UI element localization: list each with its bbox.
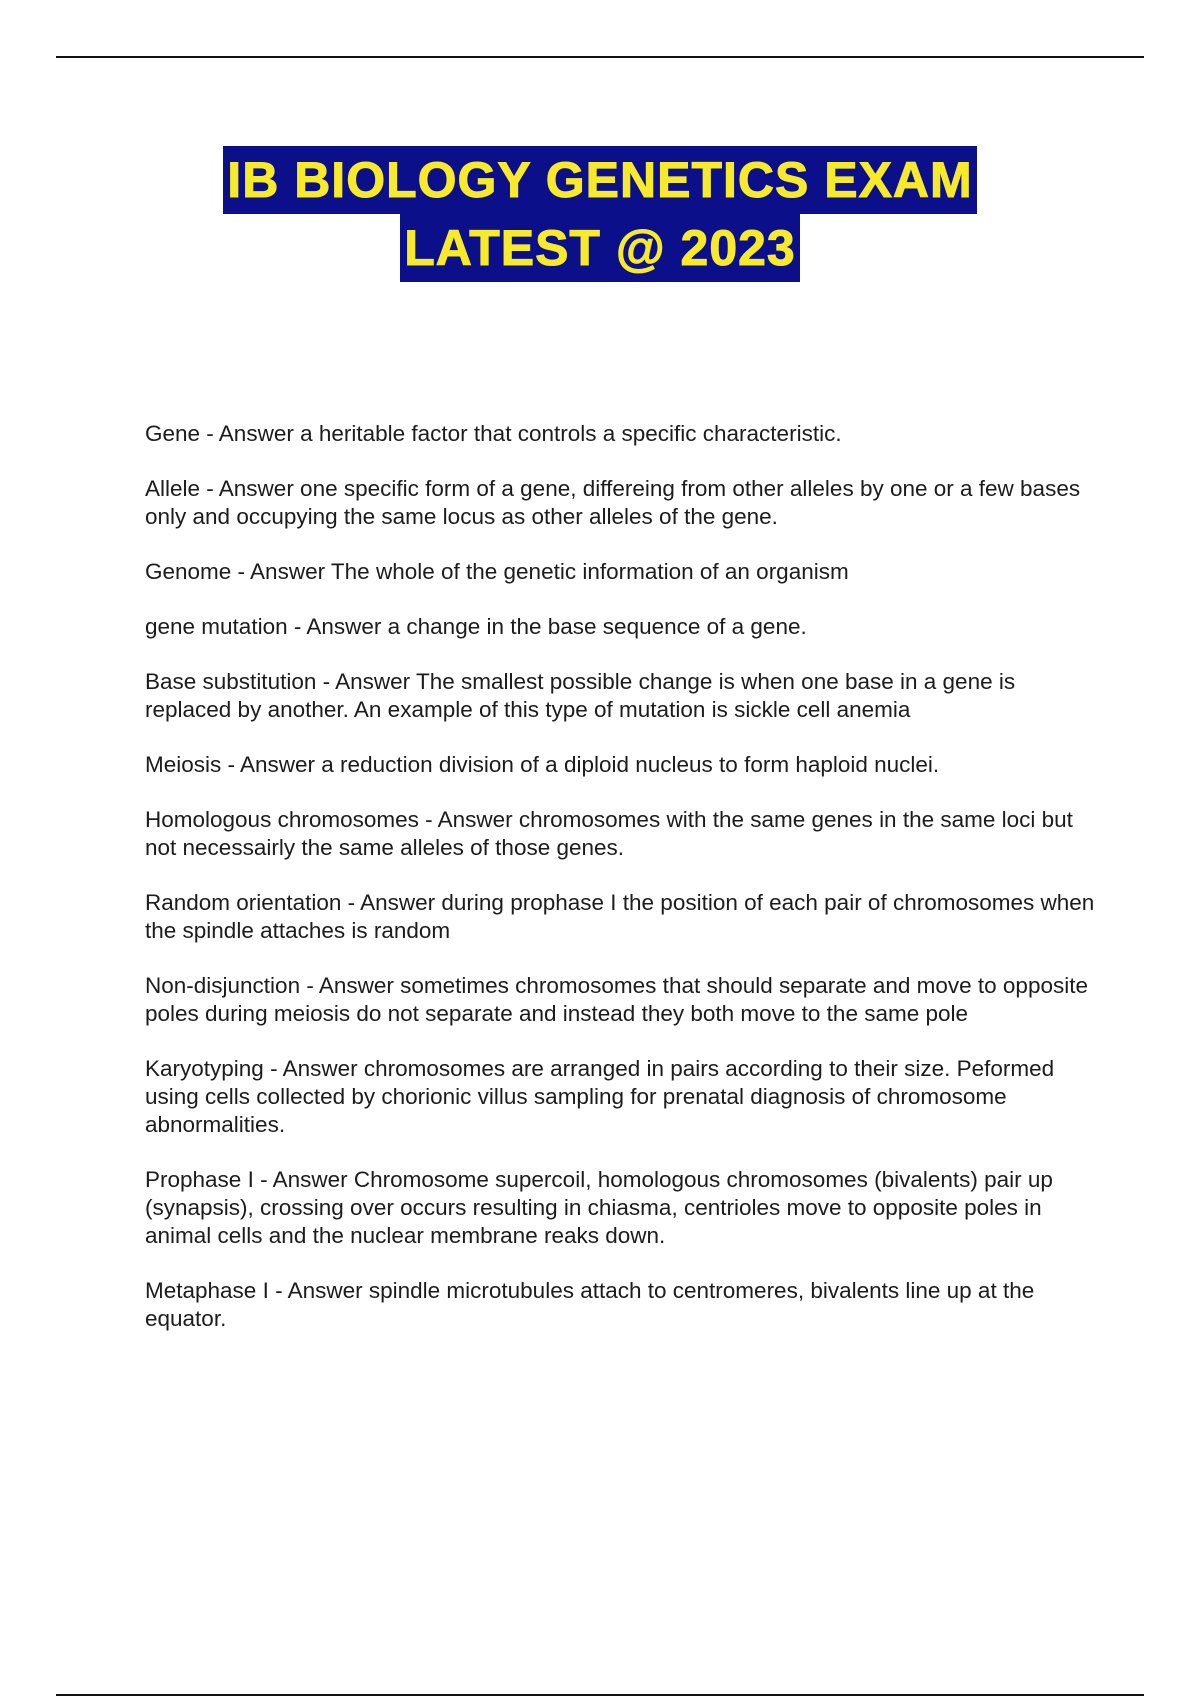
qa-list	[145, 420, 1095, 1360]
entry-allele: Allele - Answer one specific form of a gene, differeing from other alleles by one or a few bases only and occupying the same locus as other alleles of the gene.	[145, 476, 1081, 529]
entry-metaphase-i: Metaphase I - Answer spindle microtubules attach to centromeres, bivalents line up at the equator.	[145, 1278, 1035, 1331]
bottom-rule	[56, 1694, 1144, 1696]
entry-gene: Gene - Answer a heritable factor that controls a specific characteristic.	[145, 421, 842, 446]
entry-meiosis: Meiosis - Answer a reduction division of a diploid nucleus to form haploid nuclei.	[145, 752, 940, 777]
entry-gene-mutation: gene mutation - Answer a change in the base sequence of a gene.	[145, 614, 807, 639]
entry-non-disjunction: Non-disjunction - Answer sometimes chromosomes that should separate and move to opposite poles during meiosis do not separate and instead they both move to the same pole	[145, 973, 1088, 1026]
entry-homologous-chromosomes: Homologous chromosomes - Answer chromosomes with the same genes in the same loci but not necessairly the same alleles of those genes.	[145, 807, 1073, 860]
title-line-1: IB BIOLOGY GENETICS EXAM	[223, 146, 976, 214]
entry-base-substitution: Base substitution - Answer The smallest possible change is when one base in a gene is replaced by another. An example of this type of mutation is sickle cell anemia	[145, 669, 1016, 722]
document-title	[0, 146, 1200, 282]
title-line-2: LATEST @ 2023	[400, 214, 800, 282]
entry-karyotyping: Karyotyping - Answer chromosomes are arranged in pairs according to their size. Peformed using cells collected by chorionic villus sampling for prenatal diagnosis of chromosome abnormalities.	[145, 1056, 1055, 1137]
entry-prophase-i: Prophase I - Answer Chromosome supercoil, homologous chromosomes (bivalents) pair up (synapsis), crossing over occurs resulting in chiasma, centrioles move to opposite poles in animal cells and the nuclear membrane reaks down.	[145, 1167, 1053, 1248]
entry-genome: Genome - Answer The whole of the genetic information of an organism	[145, 559, 849, 584]
top-rule	[56, 56, 1144, 58]
entry-random-orientation: Random orientation - Answer during prophase I the position of each pair of chromosomes when the spindle attaches is random	[145, 890, 1095, 943]
